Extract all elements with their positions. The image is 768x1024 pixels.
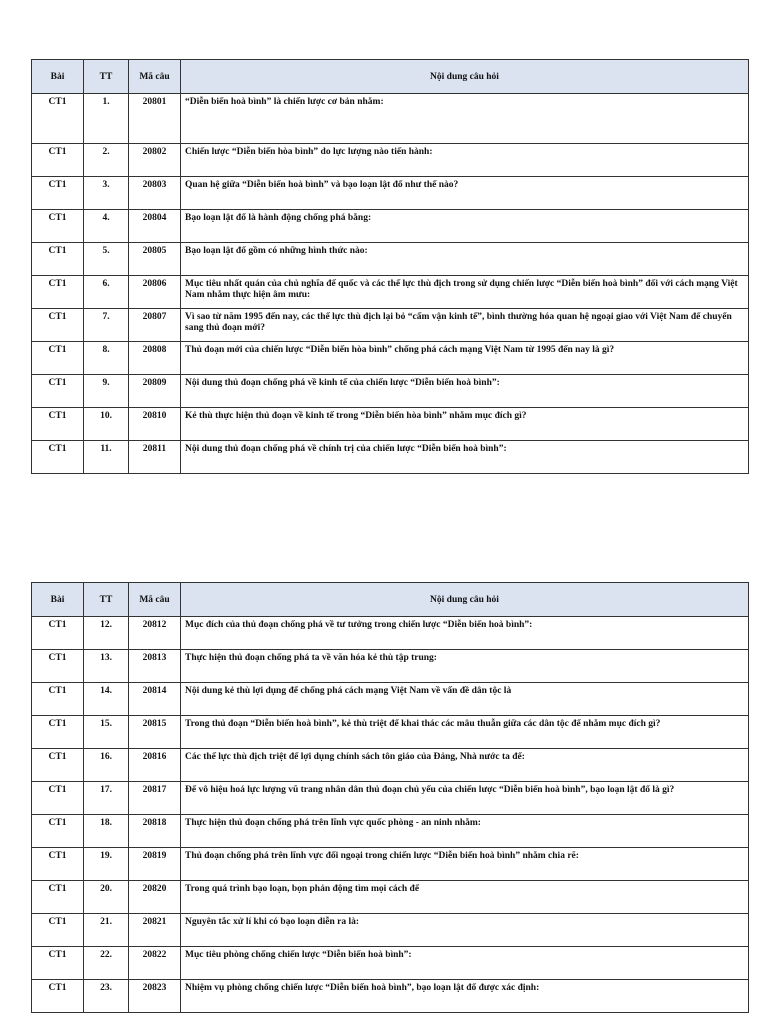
cell-ma-cau: 20810	[129, 408, 181, 441]
table-header-row	[32, 60, 749, 94]
cell-question: Nguyên tắc xử lí khi có bạo loạn diễn ra là:	[181, 914, 749, 947]
cell-question: Nội dung kẻ thù lợi dụng để chống phá cách mạng Việt Nam về vấn đề dân tộc là	[181, 683, 749, 716]
header-noi-dung: Nội dung câu hỏi	[181, 583, 749, 617]
table-row	[32, 683, 749, 716]
cell-ma-cau: 20815	[129, 716, 181, 749]
table-row	[32, 881, 749, 914]
question-table-2	[31, 582, 749, 1013]
cell-tt: 20.	[84, 881, 129, 914]
cell-bai: CT1	[32, 881, 84, 914]
cell-bai: CT1	[32, 914, 84, 947]
cell-ma-cau: 20802	[129, 144, 181, 177]
cell-tt: 16.	[84, 749, 129, 782]
table-row	[32, 342, 749, 375]
cell-tt: 15.	[84, 716, 129, 749]
cell-question: Trong thủ đoạn “Diễn biến hoà bình”, kẻ thù triệt để khai thác các mâu thuẫn giữa các dân tộc để nhằm mục đích gì?	[181, 716, 749, 749]
cell-ma-cau: 20812	[129, 617, 181, 650]
cell-bai: CT1	[32, 617, 84, 650]
cell-tt: 10.	[84, 408, 129, 441]
table-row	[32, 243, 749, 276]
table-header-row	[32, 583, 749, 617]
cell-ma-cau: 20818	[129, 815, 181, 848]
cell-tt: 18.	[84, 815, 129, 848]
header-ma-cau: Mã câu	[129, 583, 181, 617]
table-row	[32, 276, 749, 309]
table-row	[32, 947, 749, 980]
cell-bai: CT1	[32, 375, 84, 408]
cell-ma-cau: 20804	[129, 210, 181, 243]
cell-ma-cau: 20813	[129, 650, 181, 683]
table-row	[32, 617, 749, 650]
cell-question: Chiến lược “Diễn biến hòa bình” do lực lượng nào tiến hành:	[181, 144, 749, 177]
cell-ma-cau: 20820	[129, 881, 181, 914]
table-row	[32, 914, 749, 947]
cell-ma-cau: 20811	[129, 441, 181, 474]
cell-tt: 7.	[84, 309, 129, 342]
cell-bai: CT1	[32, 716, 84, 749]
cell-tt: 22.	[84, 947, 129, 980]
cell-ma-cau: 20823	[129, 980, 181, 1013]
cell-tt: 9.	[84, 375, 129, 408]
cell-tt: 2.	[84, 144, 129, 177]
table-row	[32, 980, 749, 1013]
cell-bai: CT1	[32, 947, 84, 980]
cell-bai: CT1	[32, 342, 84, 375]
cell-ma-cau: 20805	[129, 243, 181, 276]
cell-bai: CT1	[32, 441, 84, 474]
cell-question: Kẻ thù thực hiện thủ đoạn về kinh tế trong “Diễn biến hòa bình” nhằm mục đích gì?	[181, 408, 749, 441]
header-tt: TT	[84, 583, 129, 617]
cell-tt: 11.	[84, 441, 129, 474]
table-row	[32, 94, 749, 144]
cell-ma-cau: 20807	[129, 309, 181, 342]
cell-bai: CT1	[32, 177, 84, 210]
header-tt: TT	[84, 60, 129, 94]
cell-question: Vì sao từ năm 1995 đến nay, các thế lực thù địch lại bỏ “cấm vận kinh tế”, bình thường hóa quan hệ ngoại giao với Việt Nam để chuyển sang thủ đoạn mới?	[181, 309, 749, 342]
cell-tt: 4.	[84, 210, 129, 243]
cell-tt: 1.	[84, 94, 129, 144]
cell-question: “Diễn biến hoà bình” là chiến lược cơ bản nhằm:	[181, 94, 749, 144]
cell-question: Thực hiện thủ đoạn chống phá trên lĩnh vực quốc phòng - an ninh nhằm:	[181, 815, 749, 848]
cell-ma-cau: 20816	[129, 749, 181, 782]
header-bai: Bài	[32, 583, 84, 617]
cell-tt: 17.	[84, 782, 129, 815]
table-row	[32, 749, 749, 782]
cell-bai: CT1	[32, 650, 84, 683]
cell-question: Mục tiêu phòng chống chiến lược “Diễn biến hoà bình”:	[181, 947, 749, 980]
table-row	[32, 408, 749, 441]
cell-tt: 5.	[84, 243, 129, 276]
header-noi-dung: Nội dung câu hỏi	[181, 60, 749, 94]
cell-tt: 13.	[84, 650, 129, 683]
cell-bai: CT1	[32, 144, 84, 177]
table-row	[32, 782, 749, 815]
table-row	[32, 144, 749, 177]
cell-question: Bạo loạn lật đổ gồm có những hình thức nào:	[181, 243, 749, 276]
cell-question: Thủ đoạn mới của chiến lược “Diễn biến hòa bình” chống phá cách mạng Việt Nam từ 1995 đến nay là gì?	[181, 342, 749, 375]
table-row	[32, 177, 749, 210]
table-row	[32, 441, 749, 474]
cell-bai: CT1	[32, 815, 84, 848]
cell-bai: CT1	[32, 782, 84, 815]
cell-tt: 3.	[84, 177, 129, 210]
cell-tt: 21.	[84, 914, 129, 947]
cell-bai: CT1	[32, 408, 84, 441]
table-row	[32, 210, 749, 243]
cell-ma-cau: 20819	[129, 848, 181, 881]
cell-tt: 12.	[84, 617, 129, 650]
cell-question: Nội dung thủ đoạn chống phá về kinh tế của chiến lược “Diễn biến hoà bình”:	[181, 375, 749, 408]
table-row	[32, 650, 749, 683]
cell-question: Mục tiêu nhất quán của chủ nghĩa đế quốc và các thế lực thù địch trong sử dụng chiến lược “Diễn biến hoà bình” đối với cách mạng Việt Nam nhằm thực hiện âm mưu:	[181, 276, 749, 309]
cell-bai: CT1	[32, 980, 84, 1013]
cell-bai: CT1	[32, 848, 84, 881]
cell-ma-cau: 20803	[129, 177, 181, 210]
cell-ma-cau: 20806	[129, 276, 181, 309]
cell-question: Quan hệ giữa “Diễn biến hoà bình” và bạo loạn lật đổ như thế nào?	[181, 177, 749, 210]
cell-tt: 14.	[84, 683, 129, 716]
table-row	[32, 716, 749, 749]
header-bai: Bài	[32, 60, 84, 94]
table-row	[32, 375, 749, 408]
cell-tt: 8.	[84, 342, 129, 375]
cell-ma-cau: 20821	[129, 914, 181, 947]
table-row	[32, 848, 749, 881]
cell-ma-cau: 20809	[129, 375, 181, 408]
cell-ma-cau: 20814	[129, 683, 181, 716]
cell-bai: CT1	[32, 276, 84, 309]
cell-bai: CT1	[32, 749, 84, 782]
cell-tt: 23.	[84, 980, 129, 1013]
cell-ma-cau: 20817	[129, 782, 181, 815]
table-row	[32, 815, 749, 848]
cell-tt: 6.	[84, 276, 129, 309]
cell-question: Mục đích của thủ đoạn chống phá về tư tưởng trong chiến lược “Diễn biến hoà bình”:	[181, 617, 749, 650]
cell-bai: CT1	[32, 309, 84, 342]
cell-question: Bạo loạn lật đổ là hành động chống phá bằng:	[181, 210, 749, 243]
cell-ma-cau: 20801	[129, 94, 181, 144]
cell-question: Nội dung thủ đoạn chống phá về chính trị của chiến lược “Diễn biến hoà bình”:	[181, 441, 749, 474]
cell-question: Trong quá trình bạo loạn, bọn phản động tìm mọi cách để	[181, 881, 749, 914]
cell-bai: CT1	[32, 210, 84, 243]
cell-bai: CT1	[32, 94, 84, 144]
cell-question: Thủ đoạn chống phá trên lĩnh vực đối ngoại trong chiến lược “Diễn biến hoà bình” nhằm chia rẽ:	[181, 848, 749, 881]
cell-tt: 19.	[84, 848, 129, 881]
question-table-1	[31, 59, 749, 474]
header-ma-cau: Mã câu	[129, 60, 181, 94]
table-row	[32, 309, 749, 342]
cell-question: Nhiệm vụ phòng chống chiến lược “Diễn biến hoà bình”, bạo loạn lật đổ được xác định:	[181, 980, 749, 1013]
cell-question: Các thế lực thù địch triệt để lợi dụng chính sách tôn giáo của Đảng, Nhà nước ta để:	[181, 749, 749, 782]
cell-bai: CT1	[32, 683, 84, 716]
cell-ma-cau: 20808	[129, 342, 181, 375]
cell-ma-cau: 20822	[129, 947, 181, 980]
cell-question: Thực hiện thủ đoạn chống phá ta về văn hóa kẻ thù tập trung:	[181, 650, 749, 683]
cell-question: Để vô hiệu hoá lực lượng vũ trang nhân dân thủ đoạn chủ yếu của chiến lược “Diễn biến hoà bình”, bạo loạn lật đổ là gì?	[181, 782, 749, 815]
cell-bai: CT1	[32, 243, 84, 276]
